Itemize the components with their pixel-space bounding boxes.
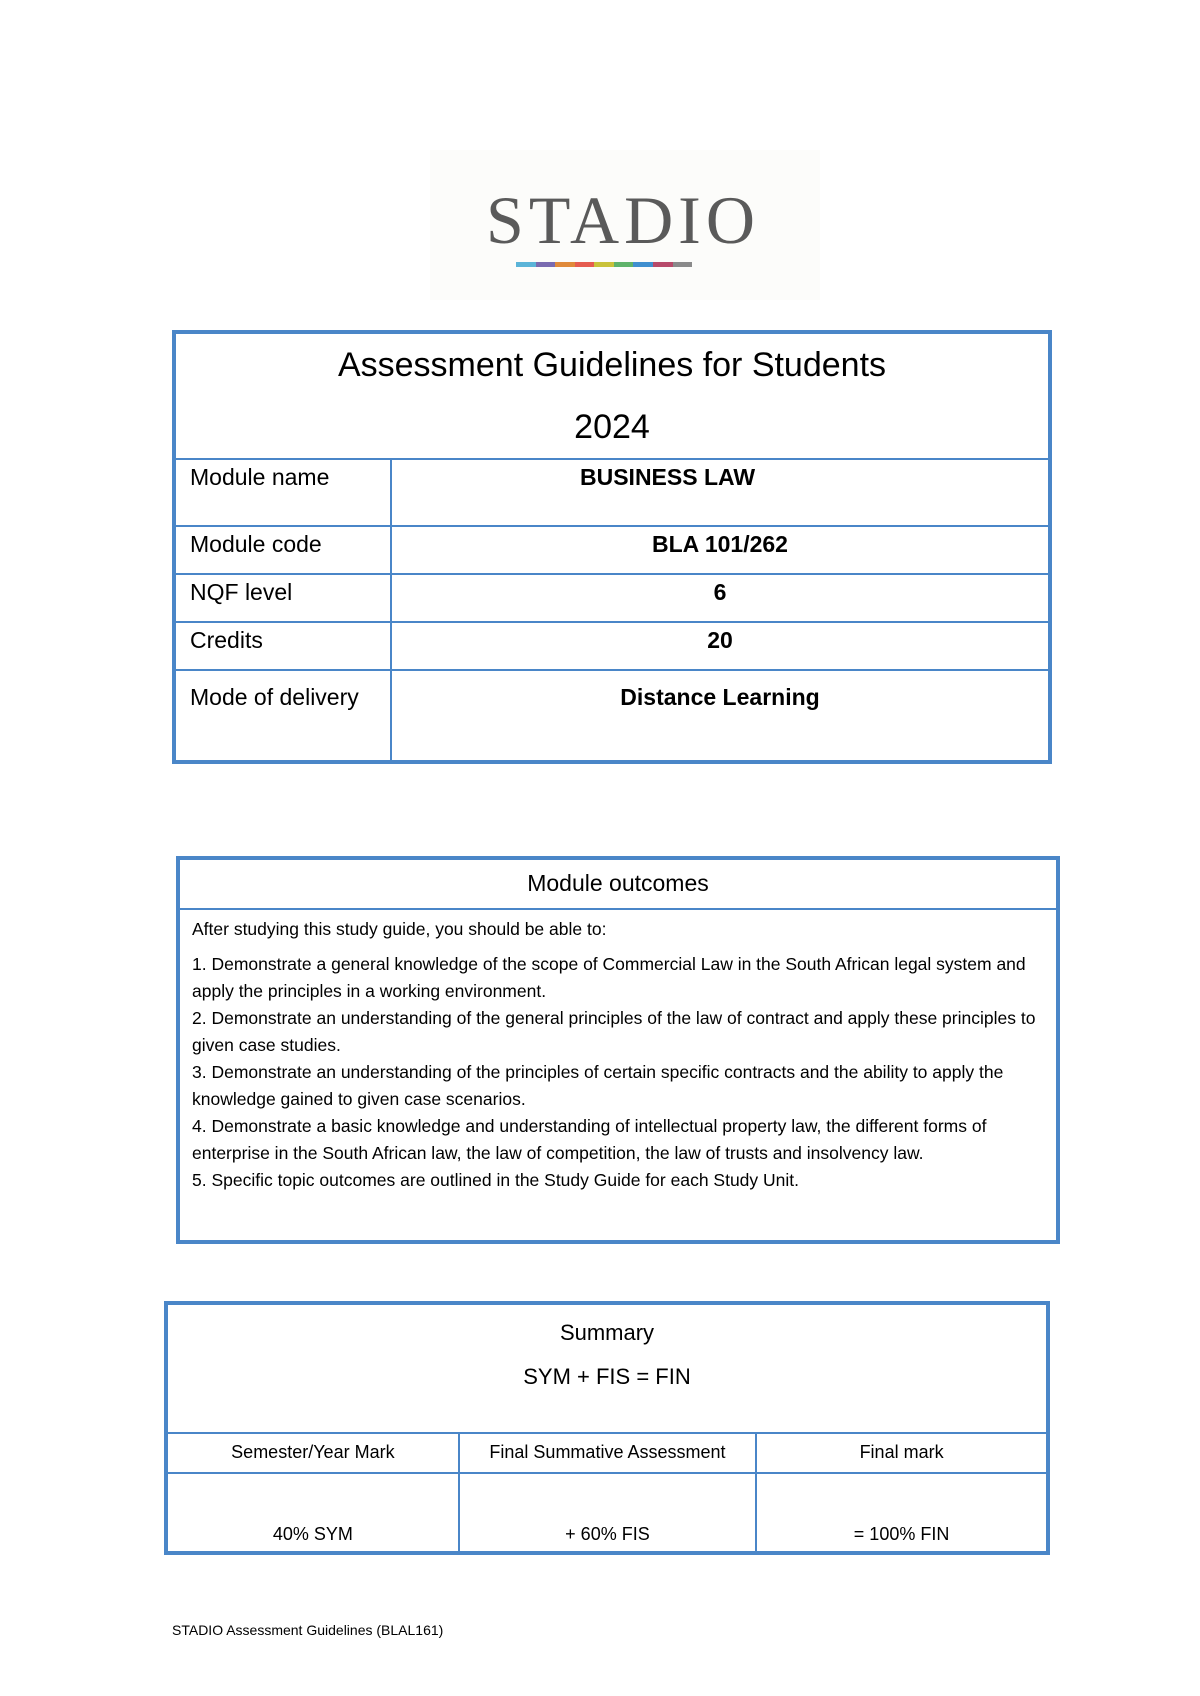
- logo-color-segment: [536, 262, 556, 267]
- logo-color-segment: [633, 262, 653, 267]
- table-row: [174, 526, 1050, 574]
- column-header: Final mark: [756, 1433, 1048, 1473]
- list-item: 5. Specific topic outcomes are outlined in the Study Guide for each Study Unit.: [192, 1170, 800, 1190]
- row-label: NQF level: [174, 574, 391, 622]
- module-code-value: BLA 101/262: [391, 526, 1050, 574]
- list-item: 3. Demonstrate an understanding of the principles of certain specific contracts and the ability to apply the knowledge gained to given case scenarios.: [192, 1062, 1004, 1109]
- summary-title: Summary: [559, 1320, 655, 1345]
- table-row: [174, 622, 1050, 670]
- module-outcomes-body: [178, 909, 1058, 1242]
- logo-color-segment: [555, 262, 575, 267]
- module-outcomes-table: [176, 856, 1060, 1244]
- nqf-level-value: 6: [391, 574, 1050, 622]
- document-title-cell: [174, 332, 1050, 459]
- logo-wordmark: STADIO: [486, 182, 760, 258]
- fis-value: + 60% FIS: [459, 1473, 756, 1553]
- credits-value: 20: [391, 622, 1050, 670]
- column-header: Semester/Year Mark: [166, 1433, 459, 1473]
- outcomes-intro: After studying this study guide, you should be able to:: [192, 919, 607, 939]
- summary-formula: SYM + FIS = FIN: [523, 1364, 691, 1389]
- row-label: Module name: [174, 459, 391, 526]
- fin-value: = 100% FIN: [756, 1473, 1048, 1553]
- logo-color-segment: [575, 262, 595, 267]
- sym-value: 40% SYM: [166, 1473, 459, 1553]
- list-item: 2. Demonstrate an understanding of the general principles of the law of contract and apply these principles to given case studies.: [192, 1008, 1036, 1055]
- list-item: 4. Demonstrate a basic knowledge and understanding of intellectual property law, the different forms of enterprise in the South African law, the law of competition, the law of trusts and insolvency law.: [192, 1116, 987, 1163]
- logo-color-bar: [516, 262, 692, 267]
- list-item: 1. Demonstrate a general knowledge of the scope of Commercial Law in the South African legal system and apply the principles in a working environment.: [192, 954, 1026, 1001]
- table-row: [174, 574, 1050, 622]
- row-label: Credits: [174, 622, 391, 670]
- row-label: Module code: [174, 526, 391, 574]
- table-row: [174, 670, 1050, 762]
- row-label: Mode of delivery: [174, 670, 391, 762]
- logo-color-segment: [614, 262, 634, 267]
- mode-of-delivery-value: Distance Learning: [391, 670, 1050, 762]
- summary-heading-cell: [166, 1303, 1048, 1433]
- logo: [430, 150, 820, 300]
- table-row: [174, 459, 1050, 526]
- module-name-value: BUSINESS LAW: [391, 459, 1050, 526]
- module-outcomes-heading: Module outcomes: [178, 858, 1058, 909]
- logo-color-segment: [673, 262, 693, 267]
- table-row: [166, 1433, 1048, 1473]
- page-footer: STADIO Assessment Guidelines (BLAL161): [172, 1622, 444, 1638]
- logo-color-segment: [516, 262, 536, 267]
- document-year: 2024: [574, 408, 650, 446]
- document-title: Assessment Guidelines for Students: [337, 346, 887, 384]
- module-info-table: [172, 330, 1052, 764]
- column-header: Final Summative Assessment: [459, 1433, 756, 1473]
- summary-table: [164, 1301, 1050, 1555]
- logo-color-segment: [653, 262, 673, 267]
- logo-color-segment: [594, 262, 614, 267]
- table-row: [166, 1473, 1048, 1553]
